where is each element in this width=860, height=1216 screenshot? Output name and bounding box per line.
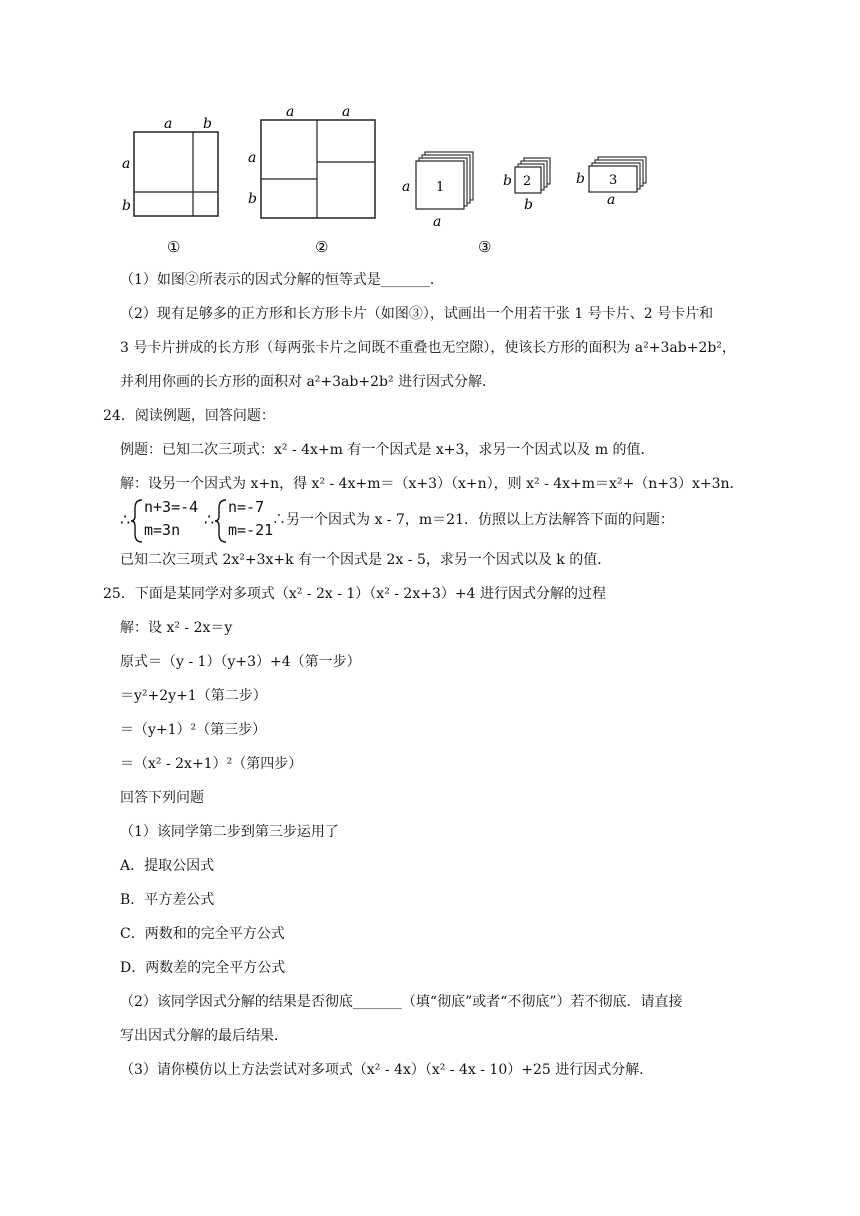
figure-2 (248, 104, 375, 256)
fig1-caption: ① (167, 238, 181, 256)
q24-therefore-1: ∴ (120, 510, 131, 529)
card-2 (503, 158, 550, 213)
card3-bottom: a (607, 192, 616, 208)
q25-answer-prompt: 回答下列问题 (120, 790, 204, 806)
card1-bottom: a (433, 214, 442, 230)
option-d: D．两数差的完全平方公式 (120, 960, 286, 976)
q25-part1: （1）该同学第二步到第三步运用了 (120, 824, 339, 840)
q24-conclusion: ∴另一个因式为 x - 7，m＝21．仿照以上方法解答下面的问题： (272, 512, 674, 528)
q25-part2-line2: 写出因式分解的最后结果． (120, 1028, 288, 1044)
q25-part2-line1: （2）该同学因式分解的结果是否彻底_______（填“彻底”或者“不彻底”）若不彻底．请直接 (120, 994, 683, 1010)
sys1-eq1: n+3=-4 (144, 498, 199, 516)
card1-number: 1 (436, 180, 445, 195)
fig1-left-a: a (122, 156, 131, 172)
q23-part2-line2: 3 号卡片拼成的长方形（每两张卡片之间既不重叠也无空隙），使该长方形的面积为 a²+3ab+2b²， (120, 340, 736, 356)
fig1-left-b: b (122, 198, 131, 214)
brace-1 (130, 498, 144, 544)
figure-1 (122, 116, 218, 256)
q24-therefore-2: ∴ (204, 510, 215, 529)
fig2-top-a2: a (342, 104, 351, 120)
q23-part2-line1: （2）现有足够多的正方形和长方形卡片（如图③），试画出一个用若干张 1 号卡片、2 号卡片和 (120, 306, 714, 322)
q23-part1: （1）如图②所表示的因式分解的恒等式是_______． (120, 272, 444, 288)
card-1 (402, 152, 473, 230)
card2-number: 2 (523, 174, 532, 189)
card3-number: 3 (609, 173, 618, 188)
q25-part3: （3）请你模仿以上方法尝试对多项式（x² - 4x）（x² - 4x - 10）+25 进行因式分解． (120, 1062, 654, 1078)
card2-bottom: b (524, 197, 533, 213)
option-a: A．提取公因式 (120, 858, 215, 874)
sys1-eq2: m=3n (144, 521, 181, 539)
fig3-caption: ③ (478, 238, 492, 256)
fig2-left-b: b (248, 191, 257, 207)
q23-part2-line3: 并利用你画的长方形的面积对 a²+3ab+2b² 进行因式分解． (120, 374, 497, 390)
q25-sol: 解：设 x² - 2x＝y (120, 620, 233, 636)
q25-step1: 原式＝（y - 1）（y+3）+4（第一步） (120, 654, 361, 670)
q25-step4: ＝（x² - 2x+1）²（第四步） (120, 756, 303, 772)
factorization-figure (120, 100, 650, 260)
card-3 (576, 157, 646, 208)
q24-title: 24．阅读例题，回答问题： (103, 408, 275, 424)
card1-left: a (402, 179, 411, 195)
card3-left: b (576, 171, 585, 187)
fig1-top-b: b (203, 116, 212, 132)
q25-title: 25．下面是某同学对多项式（x² - 2x - 1）（x² - 2x+3）+4 进行因式分解的过程 (103, 586, 606, 602)
q25-step3: ＝（y+1）²（第三步） (120, 722, 267, 738)
sys2-eq2: m=-21 (228, 521, 274, 539)
q25-step2: ＝y²+2y+1（第二步） (120, 688, 267, 704)
card2-left: b (503, 173, 512, 189)
q24-example: 例题：已知二次三项式：x² - 4x+m 有一个因式是 x+3，求另一个因式以及 m 的值． (120, 442, 655, 458)
fig1-top-a: a (164, 116, 173, 132)
option-c: C．两数和的完全平方公式 (120, 926, 285, 942)
fig2-caption: ② (315, 238, 329, 256)
brace-2 (214, 498, 228, 544)
q24-solution: 解：设另一个因式为 x+n，得 x² - 4x+m＝（x+3）（x+n），则 x² - 4x+m＝x²+（n+3）x+3n． (120, 476, 744, 492)
option-b: B．平方差公式 (120, 892, 215, 908)
fig2-left-a: a (248, 150, 257, 166)
fig2-top-a: a (286, 104, 295, 120)
q24-task: 已知二次三项式 2x²+3x+k 有一个因式是 2x - 5，求另一个因式以及 k 的值． (120, 552, 612, 568)
sys2-eq1: n=-7 (228, 498, 265, 516)
